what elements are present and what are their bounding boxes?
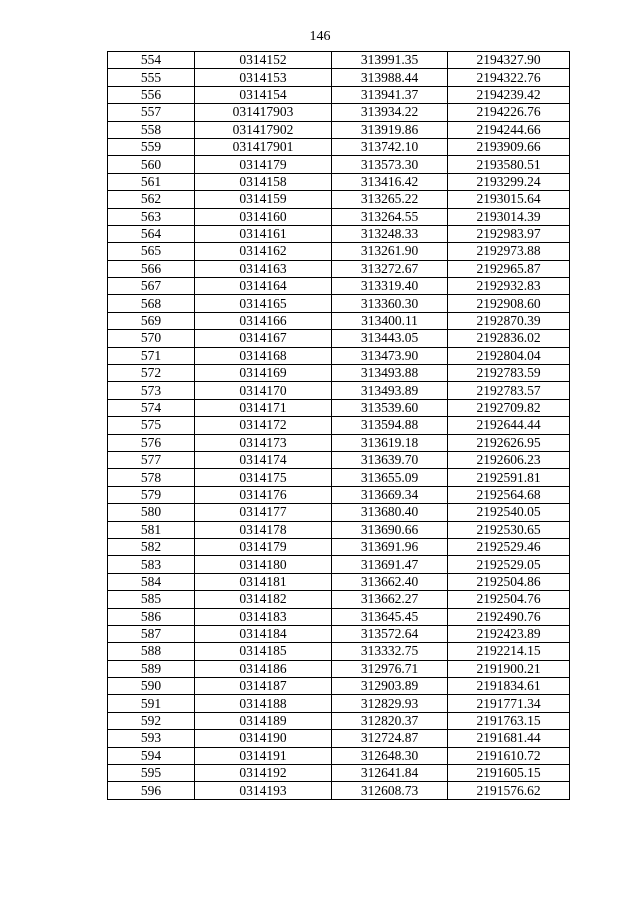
point-number-cell: 574	[108, 399, 195, 416]
point-code-cell: 031417902	[195, 121, 332, 138]
y-coordinate-cell: 2191605.15	[448, 765, 570, 782]
x-coordinate-cell: 313416.42	[332, 173, 448, 190]
point-number-cell: 579	[108, 486, 195, 503]
table-row	[108, 434, 570, 451]
y-coordinate-cell: 2192983.97	[448, 225, 570, 242]
y-coordinate-cell: 2191771.34	[448, 695, 570, 712]
x-coordinate-cell: 313572.64	[332, 625, 448, 642]
point-number-cell: 596	[108, 782, 195, 799]
y-coordinate-cell: 2192709.82	[448, 399, 570, 416]
x-coordinate-cell: 313261.90	[332, 243, 448, 260]
point-number-cell: 590	[108, 678, 195, 695]
x-coordinate-cell: 312829.93	[332, 695, 448, 712]
x-coordinate-cell: 313319.40	[332, 278, 448, 295]
x-coordinate-cell: 313662.40	[332, 573, 448, 590]
point-code-cell: 0314173	[195, 434, 332, 451]
point-number-cell: 592	[108, 712, 195, 729]
x-coordinate-cell: 312608.73	[332, 782, 448, 799]
table-row	[108, 104, 570, 121]
y-coordinate-cell: 2192973.88	[448, 243, 570, 260]
x-coordinate-cell: 313493.88	[332, 365, 448, 382]
y-coordinate-cell: 2192504.86	[448, 573, 570, 590]
point-code-cell: 0314168	[195, 347, 332, 364]
table-row	[108, 243, 570, 260]
table-row	[108, 504, 570, 521]
y-coordinate-cell: 2192490.76	[448, 608, 570, 625]
table-row	[108, 747, 570, 764]
point-code-cell: 0314162	[195, 243, 332, 260]
y-coordinate-cell: 2192908.60	[448, 295, 570, 312]
table-row	[108, 625, 570, 642]
y-coordinate-cell: 2192591.81	[448, 469, 570, 486]
point-number-cell: 582	[108, 538, 195, 555]
table-row	[108, 138, 570, 155]
x-coordinate-cell: 313680.40	[332, 504, 448, 521]
point-number-cell: 566	[108, 260, 195, 277]
point-code-cell: 0314163	[195, 260, 332, 277]
y-coordinate-cell: 2192564.68	[448, 486, 570, 503]
table-row	[108, 417, 570, 434]
point-code-cell: 0314188	[195, 695, 332, 712]
x-coordinate-cell: 313690.66	[332, 521, 448, 538]
point-code-cell: 0314153	[195, 69, 332, 86]
point-number-cell: 554	[108, 52, 195, 69]
x-coordinate-cell: 313691.96	[332, 538, 448, 555]
y-coordinate-cell: 2193015.64	[448, 191, 570, 208]
point-code-cell: 031417903	[195, 104, 332, 121]
table-row	[108, 591, 570, 608]
table-row	[108, 382, 570, 399]
point-code-cell: 0314159	[195, 191, 332, 208]
x-coordinate-cell: 312820.37	[332, 712, 448, 729]
x-coordinate-cell: 313594.88	[332, 417, 448, 434]
table-row	[108, 712, 570, 729]
point-number-cell: 578	[108, 469, 195, 486]
y-coordinate-cell: 2192965.87	[448, 260, 570, 277]
point-number-cell: 577	[108, 451, 195, 468]
point-number-cell: 583	[108, 556, 195, 573]
x-coordinate-cell: 313941.37	[332, 86, 448, 103]
table-row	[108, 521, 570, 538]
y-coordinate-cell: 2192870.39	[448, 312, 570, 329]
x-coordinate-cell: 313493.89	[332, 382, 448, 399]
point-number-cell: 594	[108, 747, 195, 764]
point-code-cell: 0314164	[195, 278, 332, 295]
y-coordinate-cell: 2192530.65	[448, 521, 570, 538]
x-coordinate-cell: 313639.70	[332, 451, 448, 468]
point-code-cell: 0314174	[195, 451, 332, 468]
y-coordinate-cell: 2193580.51	[448, 156, 570, 173]
y-coordinate-cell: 2194244.66	[448, 121, 570, 138]
y-coordinate-cell: 2192626.95	[448, 434, 570, 451]
table-row	[108, 765, 570, 782]
point-number-cell: 569	[108, 312, 195, 329]
point-number-cell: 563	[108, 208, 195, 225]
table-row	[108, 451, 570, 468]
point-code-cell: 0314176	[195, 486, 332, 503]
point-code-cell: 0314165	[195, 295, 332, 312]
y-coordinate-cell: 2192783.57	[448, 382, 570, 399]
x-coordinate-cell: 313473.90	[332, 347, 448, 364]
y-coordinate-cell: 2192540.05	[448, 504, 570, 521]
table-row	[108, 643, 570, 660]
point-number-cell: 576	[108, 434, 195, 451]
table-row	[108, 538, 570, 555]
point-number-cell: 581	[108, 521, 195, 538]
point-number-cell: 586	[108, 608, 195, 625]
y-coordinate-cell: 2192214.15	[448, 643, 570, 660]
x-coordinate-cell: 313248.33	[332, 225, 448, 242]
point-code-cell: 0314160	[195, 208, 332, 225]
table-row	[108, 191, 570, 208]
table-row	[108, 173, 570, 190]
table-body	[108, 52, 570, 800]
x-coordinate-cell: 313934.22	[332, 104, 448, 121]
point-number-cell: 589	[108, 660, 195, 677]
point-code-cell: 0314170	[195, 382, 332, 399]
y-coordinate-cell: 2192836.02	[448, 330, 570, 347]
x-coordinate-cell: 313691.47	[332, 556, 448, 573]
x-coordinate-cell: 313742.10	[332, 138, 448, 155]
table-row	[108, 678, 570, 695]
table-row	[108, 782, 570, 799]
point-number-cell: 584	[108, 573, 195, 590]
point-code-cell: 0314190	[195, 730, 332, 747]
point-code-cell: 0314192	[195, 765, 332, 782]
table-row	[108, 695, 570, 712]
table-row	[108, 208, 570, 225]
table-row	[108, 486, 570, 503]
x-coordinate-cell: 313360.30	[332, 295, 448, 312]
table-row	[108, 573, 570, 590]
point-code-cell: 0314172	[195, 417, 332, 434]
point-number-cell: 565	[108, 243, 195, 260]
point-code-cell: 0314179	[195, 538, 332, 555]
table-row	[108, 86, 570, 103]
table-row	[108, 260, 570, 277]
table-row	[108, 330, 570, 347]
y-coordinate-cell: 2194226.76	[448, 104, 570, 121]
point-code-cell: 0314169	[195, 365, 332, 382]
point-code-cell: 0314177	[195, 504, 332, 521]
table-row	[108, 730, 570, 747]
point-code-cell: 0314179	[195, 156, 332, 173]
point-number-cell: 567	[108, 278, 195, 295]
point-code-cell: 0314187	[195, 678, 332, 695]
y-coordinate-cell: 2192783.59	[448, 365, 570, 382]
y-coordinate-cell: 2191763.15	[448, 712, 570, 729]
y-coordinate-cell: 2192606.23	[448, 451, 570, 468]
x-coordinate-cell: 313991.35	[332, 52, 448, 69]
point-number-cell: 575	[108, 417, 195, 434]
point-code-cell: 0314158	[195, 173, 332, 190]
x-coordinate-cell: 313272.67	[332, 260, 448, 277]
point-number-cell: 591	[108, 695, 195, 712]
y-coordinate-cell: 2194322.76	[448, 69, 570, 86]
table-row	[108, 156, 570, 173]
point-code-cell: 0314185	[195, 643, 332, 660]
y-coordinate-cell: 2191610.72	[448, 747, 570, 764]
page-number: 146	[309, 29, 331, 44]
x-coordinate-cell: 313645.45	[332, 608, 448, 625]
y-coordinate-cell: 2191900.21	[448, 660, 570, 677]
x-coordinate-cell: 313264.55	[332, 208, 448, 225]
point-number-cell: 573	[108, 382, 195, 399]
table-row	[108, 295, 570, 312]
table-row	[108, 278, 570, 295]
point-number-cell: 571	[108, 347, 195, 364]
x-coordinate-cell: 313619.18	[332, 434, 448, 451]
point-code-cell: 0314167	[195, 330, 332, 347]
point-number-cell: 580	[108, 504, 195, 521]
x-coordinate-cell: 313332.75	[332, 643, 448, 660]
point-code-cell: 0314178	[195, 521, 332, 538]
y-coordinate-cell: 2192932.83	[448, 278, 570, 295]
table-row	[108, 347, 570, 364]
table-row	[108, 69, 570, 86]
x-coordinate-cell: 313655.09	[332, 469, 448, 486]
point-code-cell: 0314193	[195, 782, 332, 799]
x-coordinate-cell: 313988.44	[332, 69, 448, 86]
y-coordinate-cell: 2191834.61	[448, 678, 570, 695]
x-coordinate-cell: 313443.05	[332, 330, 448, 347]
point-code-cell: 0314184	[195, 625, 332, 642]
y-coordinate-cell: 2192529.46	[448, 538, 570, 555]
point-code-cell: 0314161	[195, 225, 332, 242]
y-coordinate-cell: 2192529.05	[448, 556, 570, 573]
table-row	[108, 469, 570, 486]
y-coordinate-cell: 2192804.04	[448, 347, 570, 364]
x-coordinate-cell: 312976.71	[332, 660, 448, 677]
point-number-cell: 560	[108, 156, 195, 173]
x-coordinate-cell: 313539.60	[332, 399, 448, 416]
point-number-cell: 568	[108, 295, 195, 312]
y-coordinate-cell: 2194239.42	[448, 86, 570, 103]
y-coordinate-cell: 2191681.44	[448, 730, 570, 747]
x-coordinate-cell: 312724.87	[332, 730, 448, 747]
point-number-cell: 593	[108, 730, 195, 747]
x-coordinate-cell: 312903.89	[332, 678, 448, 695]
table-row	[108, 660, 570, 677]
point-number-cell: 556	[108, 86, 195, 103]
table-row	[108, 121, 570, 138]
y-coordinate-cell: 2192504.76	[448, 591, 570, 608]
table-row	[108, 556, 570, 573]
point-code-cell: 0314152	[195, 52, 332, 69]
y-coordinate-cell: 2193299.24	[448, 173, 570, 190]
point-number-cell: 561	[108, 173, 195, 190]
point-code-cell: 0314191	[195, 747, 332, 764]
point-code-cell: 0314171	[195, 399, 332, 416]
table-row	[108, 312, 570, 329]
x-coordinate-cell: 313669.34	[332, 486, 448, 503]
x-coordinate-cell: 313265.22	[332, 191, 448, 208]
y-coordinate-cell: 2191576.62	[448, 782, 570, 799]
point-code-cell: 031417901	[195, 138, 332, 155]
x-coordinate-cell: 312648.30	[332, 747, 448, 764]
point-number-cell: 559	[108, 138, 195, 155]
y-coordinate-cell: 2193014.39	[448, 208, 570, 225]
point-code-cell: 0314182	[195, 591, 332, 608]
x-coordinate-cell: 313400.11	[332, 312, 448, 329]
table-row	[108, 365, 570, 382]
coordinates-table	[107, 51, 570, 800]
x-coordinate-cell: 313662.27	[332, 591, 448, 608]
x-coordinate-cell: 312641.84	[332, 765, 448, 782]
point-code-cell: 0314175	[195, 469, 332, 486]
y-coordinate-cell: 2194327.90	[448, 52, 570, 69]
table-row	[108, 225, 570, 242]
y-coordinate-cell: 2192423.89	[448, 625, 570, 642]
x-coordinate-cell: 313573.30	[332, 156, 448, 173]
point-code-cell: 0314166	[195, 312, 332, 329]
table-row	[108, 608, 570, 625]
point-code-cell: 0314154	[195, 86, 332, 103]
point-code-cell: 0314183	[195, 608, 332, 625]
table-row	[108, 52, 570, 69]
point-number-cell: 570	[108, 330, 195, 347]
point-number-cell: 562	[108, 191, 195, 208]
point-code-cell: 0314180	[195, 556, 332, 573]
y-coordinate-cell: 2192644.44	[448, 417, 570, 434]
point-number-cell: 587	[108, 625, 195, 642]
point-code-cell: 0314186	[195, 660, 332, 677]
point-number-cell: 595	[108, 765, 195, 782]
point-code-cell: 0314181	[195, 573, 332, 590]
point-number-cell: 558	[108, 121, 195, 138]
point-number-cell: 572	[108, 365, 195, 382]
y-coordinate-cell: 2193909.66	[448, 138, 570, 155]
point-number-cell: 555	[108, 69, 195, 86]
point-number-cell: 564	[108, 225, 195, 242]
point-code-cell: 0314189	[195, 712, 332, 729]
point-number-cell: 557	[108, 104, 195, 121]
x-coordinate-cell: 313919.86	[332, 121, 448, 138]
table-row	[108, 399, 570, 416]
point-number-cell: 588	[108, 643, 195, 660]
point-number-cell: 585	[108, 591, 195, 608]
